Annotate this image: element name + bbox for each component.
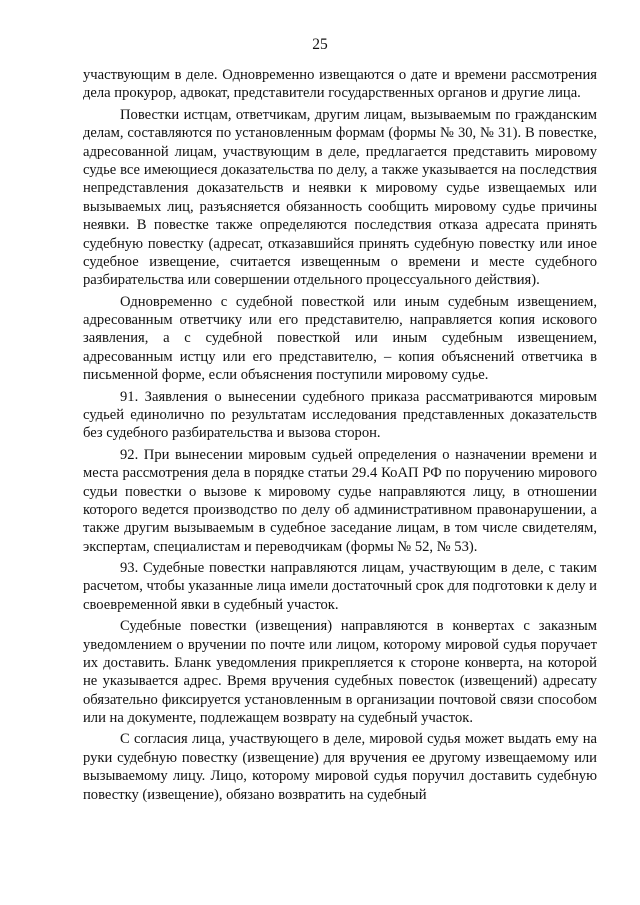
- paragraph-93: 93. Судебные повестки направляются лицам, участвующим в деле, с таким расчетом, чтобы указанные лица имели достаточный срок для подготовки к делу и своевременной явки в судебный участок.: [83, 560, 597, 613]
- paragraph-hand-delivery: С согласия лица, участвующего в деле, мировой судья может выдать ему на руки судебную повестку (извещение) для вручения ее другому извещаемому или вызываемому лицу. Лицо, которому мировой судья поручил доставить судебную повестку (извещение), обязано возвратить на судебный: [83, 731, 597, 803]
- paragraph-claim-copy: Одновременно с судебной повесткой или иным судебным извещением, адресованным ответчику или его представителю, направляется копия искового заявления, а с судебной повесткой или иным судебным извещением, адресованным истцу или его представителю, – копия объяснений ответчика в письменной форме, если объяснения поступили мировому судье.: [83, 293, 597, 384]
- paragraph-continuation: участвующим в деле. Одновременно извещаются о дате и времени рассмотрения дела прокурор, адвокат, представители государственных органов и другие лица.: [83, 67, 597, 102]
- paragraph-delivery: Судебные повестки (извещения) направляются в конвертах с заказным уведомлением о вручении по почте или лицом, которому мировой судья поручает их доставить. Бланк уведомления прикрепляется к стороне конверта, на которой не указывается адрес. Время вручения судебных повесток (извещений) адресату обязательно фиксируется установленным в организации почтовой связи способом или на документе, подлежащем возврату на судебный участок.: [83, 618, 597, 727]
- page-number: 25: [312, 36, 328, 53]
- document-body: [83, 66, 597, 807]
- paragraph-summons-forms: Повестки истцам, ответчикам, другим лицам, вызываемым по гражданским делам, составляются по установленным формам (формы № 30, № 31). В повестке, адресованной лицам, участвующим в деле, предлагается представить мировому судье все имеющиеся доказательства по делу, а также указывается на последствия непредставления доказательств и неявки к мировому судье извещаемых или вызываемых лиц, разъясняется обязанность сообщить мировому судье причины неявки. В повестке также определяются последствия отказа адресата принять судебную повестку (адресат, отказавшийся принять судебную повестку или иное судебное извещение, считается извещенным о времени и месте судебного разбирательства или совершении отдельного процессуального действия).: [83, 106, 597, 289]
- paragraph-91: 91. Заявления о вынесении судебного приказа рассматриваются мировым судьей единолично по результатам исследования представленных доказательств без судебного разбирательства и вызова сторон.: [83, 388, 597, 442]
- paragraph-92: 92. При вынесении мировым судьей определения о назначении времени и места рассмотрения дела в порядке статьи 29.4 КоАП РФ по поручению мирового судьи повестки о вызове к мировому судье направляются лицу, в отношении которого ведется производство по делу об административном правонарушении, а также другим вызываемым в судебное заседание лицам, в том числе свидетелям, экспертам, специалистам и переводчикам (формы № 52, № 53).: [83, 446, 597, 555]
